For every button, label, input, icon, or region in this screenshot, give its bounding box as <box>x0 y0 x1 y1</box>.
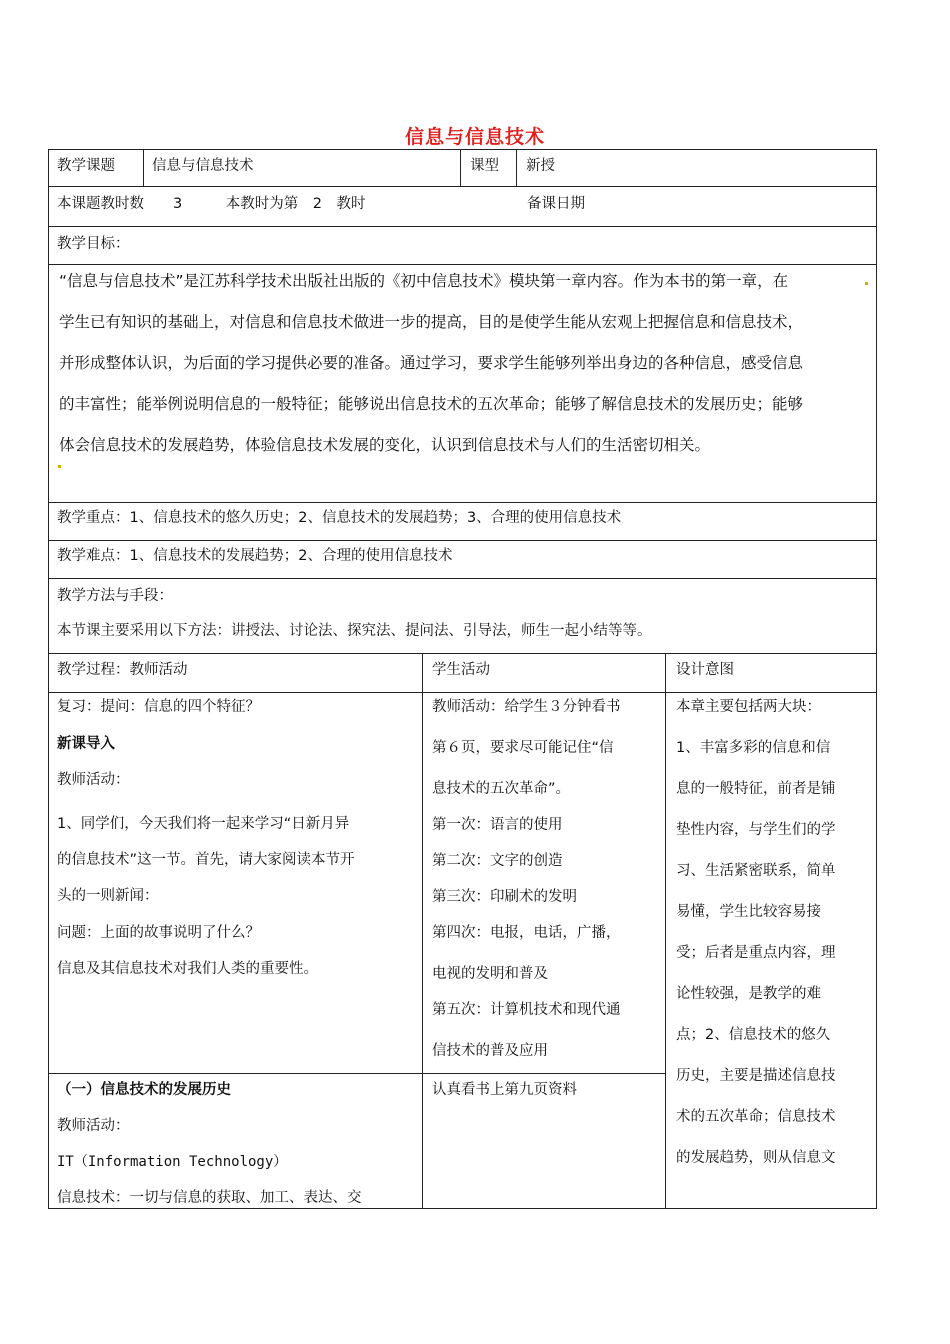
teacher-line: 的信息技术”这一节。首先，请大家阅读本节开 <box>57 852 355 868</box>
difficulties: 教学难点：1、信息技术的发展趋势；2、合理的使用信息技术 <box>57 548 453 564</box>
design-line: 受；后者是重点内容，理 <box>676 945 836 961</box>
key-points: 教学重点：1、信息技术的悠久历史；2、信息技术的发展趋势；3、合理的使用信息技术 <box>57 510 622 526</box>
teacher-line: 教师活动： <box>57 1118 130 1134</box>
header-design: 设计意图 <box>676 662 734 678</box>
objectives-line: 的丰富性；能举例说明信息的一般特征；能够说出信息技术的五次革命；能够了解信息技术的发展历史；能够 <box>59 395 804 413</box>
teacher-line: 新课导入 <box>57 736 115 752</box>
objectives-line: 学生已有知识的基础上，对信息和信息技术做进一步的提高，目的是使学生能从宏观上把握信息和信息技术， <box>59 313 804 331</box>
cell-type-value <box>516 149 517 187</box>
student-line: 第６页，要求尽可能记住“信 <box>432 740 614 756</box>
hours-text: 本课题教时数 3 本教时为第 2 教时 <box>57 196 366 212</box>
header-teacher: 教学过程：教师活动 <box>57 662 188 678</box>
page-title: 信息与信息技术 <box>404 126 545 148</box>
student-line: 信技术的普及应用 <box>432 1043 548 1059</box>
teacher-line: 头的一则新闻： <box>57 888 159 904</box>
teacher-line: 1、同学们，今天我们将一起来学习“日新月异 <box>57 816 350 832</box>
student-line: 认真看书上第九页资料 <box>432 1082 577 1098</box>
objectives-line: 并形成整体认识，为后面的学习提供必要的准备。通过学习，要求学生能够列举出身边的各种信息，感受信息 <box>59 354 804 372</box>
methods-label: 教学方法与手段： <box>57 588 173 604</box>
design-line: 易懂，学生比较容易接 <box>676 904 821 920</box>
design-line: 习、生活紧密联系，简单 <box>676 863 836 879</box>
label-type: 课型 <box>470 158 499 174</box>
marker-dot <box>58 465 61 468</box>
teacher-line: 问题：上面的故事说明了什么？ <box>57 925 260 941</box>
objectives-label: 教学目标： <box>57 236 130 252</box>
student-line: 教师活动：给学生３分钟看书 <box>432 699 621 715</box>
objectives-line: “信息与信息技术”是江苏科学技术出版社出版的《初中信息技术》模块第一章内容。作为本书的第一章，在 <box>59 272 789 290</box>
design-line: 1、丰富多彩的信息和信 <box>676 740 831 756</box>
student-line: 第四次：电报，电话，广播， <box>432 925 621 941</box>
topic-value: 信息与信息技术 <box>152 158 254 174</box>
teacher-line: 复习：提问：信息的四个特征？ <box>57 699 260 715</box>
design-line: 论性较强，是教学的难 <box>676 986 821 1002</box>
row-divider-sub <box>48 1073 666 1074</box>
row-objectives-label <box>48 226 877 265</box>
teacher-line: （一）信息技术的发展历史 <box>57 1082 231 1098</box>
student-line: 第三次：印刷术的发明 <box>432 889 577 905</box>
design-line: 点；2、信息技术的悠久 <box>676 1027 831 1043</box>
design-line: 垫性内容，与学生们的学 <box>676 822 836 838</box>
design-line: 息的一般特征，前者是铺 <box>676 781 836 797</box>
col-divider-2 <box>665 653 666 1209</box>
student-line: 电视的发明和普及 <box>432 966 548 982</box>
methods-text: 本节课主要采用以下方法：讲授法、讨论法、探究法、提问法、引导法，师生一起小结等等。 <box>57 623 652 639</box>
objectives-line: 体会信息技术的发展趋势，体验信息技术发展的变化，认识到信息技术与人们的生活密切相关。 <box>59 436 711 454</box>
student-line: 息技术的五次革命”。 <box>432 781 571 797</box>
row-objectives-text <box>48 264 877 503</box>
teacher-line: IT（Information Technology） <box>57 1154 288 1170</box>
teacher-line: 教师活动： <box>57 772 130 788</box>
teacher-line: 信息技术：一切与信息的获取、加工、表达、交 <box>57 1190 362 1206</box>
col-divider-1 <box>422 653 423 1209</box>
design-line: 的发展趋势，则从信息文 <box>676 1150 836 1166</box>
student-line: 第五次：计算机技术和现代通 <box>432 1002 621 1018</box>
design-line: 术的五次革命；信息技术 <box>676 1109 836 1125</box>
header-student: 学生活动 <box>432 662 490 678</box>
student-line: 第二次：文字的创造 <box>432 853 563 869</box>
marker-dot <box>865 282 868 285</box>
design-line: 历史，主要是描述信息技 <box>676 1068 836 1084</box>
student-line: 第一次：语言的使用 <box>432 817 563 833</box>
design-line: 本章主要包括两大块： <box>676 699 821 715</box>
label-topic: 教学课题 <box>57 158 115 174</box>
type-value: 新授 <box>526 158 555 174</box>
teacher-line: 信息及其信息技术对我们人类的重要性。 <box>57 961 318 977</box>
prep-date-label: 备课日期 <box>527 196 585 212</box>
